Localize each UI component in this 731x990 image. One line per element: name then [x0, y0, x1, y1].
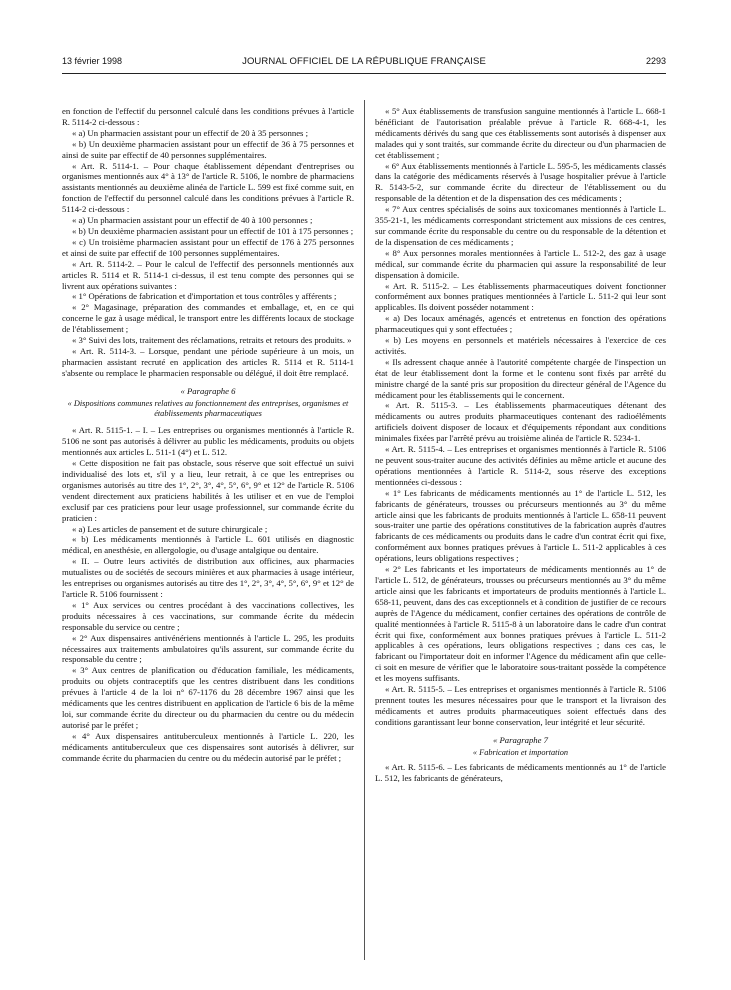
journal-title: JOURNAL OFFICIEL DE LA RÉPUBLIQUE FRANÇAISE [242, 56, 486, 67]
left-column [62, 106, 354, 763]
paragraph: « 2° Les fabricants et les importateurs de médicaments mentionnés au 1° de l'article L. 512, de générateurs, trousses ou précurseurs mentionnés au 3° du même article ainsi que les fabricants et importateurs de produits mentionnés à l'article L. 658-11, peuvent, dans des cas exceptionnels et à condition de justifier de ce recours auprès de l'Agence du médicament, confier certaines des opérations de contrôle de qualité mentionnées à l'article R. 5115-8 à un laboratoire dans le cadre d'un contrat écrit qui fixe, conformément aux bonnes pratiques prévues à l'article L. 511-2 applicables à ces opérations, leurs obligations respectives ; dans ces cas, le fabricant ou l'importateur doit en informer l'Agence du médicament afin que celle-ci soit en mesure de vérifier que le laboratoire sous-traitant possède la compétence et les moyens suffisants. [375, 564, 666, 684]
article-paragraph: « Art. R. 5115-1. – I. – Les entreprises ou organismes mentionnés à l'article R. 5106 ne sont pas autorisés à délivrer au public les médicaments, produits ou objets mentionnés aux articles L. 511-1 (4°) et L. 512. [62, 425, 354, 458]
column-divider [364, 100, 365, 960]
page-header [62, 56, 666, 70]
article-paragraph: « Art. R. 5114-2. – Pour le calcul de l'effectif des personnels mentionnés aux articles R. 5114 et R. 5114-1 ci-dessus, il est tenu compte des personnes qui se livrent aux opérations suivantes : [62, 258, 354, 291]
article-paragraph: « Art. R. 5115-5. – Les entreprises et organismes mentionnés à l'article R. 5106 prennent toutes les mesures nécessaires pour que le transport et la livraison des médicaments et autres produits pharmaceutiques soient effectués dans des conditions garantissant leur bonne conservation, leur intégrité et leur sécurité. [375, 684, 666, 727]
paragraph: « 8° Aux personnes morales mentionnées à l'article L. 512-2, des gaz à usage médical, sur commande écrite du pharmacien qui assure la responsabilité de leur dispensation à domicile. [375, 247, 666, 280]
header-date: 13 février 1998 [62, 56, 123, 66]
paragraph: « 3° Suivi des lots, traitement des réclamations, retraits et retours des produits. » [72, 335, 352, 346]
section-subheading: « Fabrication et importation [472, 747, 569, 757]
paragraph: « c) Un troisième pharmacien assistant pour un effectif de 176 à 275 personnes et ainsi de suite par effectif de 100 personnes supplémentaires. [62, 236, 354, 258]
section-heading: « Paragraphe 6 [180, 385, 236, 396]
paragraph: « 2° Magasinage, préparation des commandes et emballage, et, en ce qui concerne le gaz à usage médical, le transport entre les différents locaux de stockage de l'établissement ; [62, 302, 354, 335]
article-paragraph: « Art. R. 5115-6. – Les fabricants de médicaments mentionnés au 1° de l'article L. 512, les fabricants de générateurs, [375, 762, 666, 784]
paragraph: « a) Un pharmacien assistant pour un effectif de 20 à 35 personnes ; [72, 127, 309, 138]
section-subheading: « Dispositions communes relatives au fonctionnement des entreprises, organismes et établissements pharmaceutiques [67, 398, 349, 419]
paragraph: « II. – Outre leurs activités de distribution aux officines, aux pharmacies mutualistes ou de sociétés de secours minières et aux pharmacies à usage intérieur, les entreprises ou organismes autorisés au titre des 1°, 2°, 3°, 4°, 5°, 6°, 9° et 12° de l'article R. 5106 fournissent : [62, 556, 354, 599]
paragraph: « 1° Les fabricants de médicaments mentionnés au 1° de l'article L. 512, les fabricants de générateurs, trousses ou précurseurs mentionnés au 3° du même article ainsi que les fabricants de produits mentionnés à l'article L. 658-11 peuvent sous-traiter une partie des opérations constitutives de la fabrication auprès d'autres fabricants de ces médicaments ou produits dans le cadre d'un contrat écrit qui fixe, conformément aux bonnes pratiques prévues à l'article L. 511-2 applicables à ces opérations, leurs obligations respectives ; [375, 487, 666, 564]
paragraph: « 2° Aux dispensaires antivénériens mentionnés à l'article L. 295, les produits nécessaires aux traitements ambulatoires qu'ils assurent, sur commande écrite du responsable du centre ; [62, 632, 354, 665]
paragraph: « 5° Aux établissements de transfusion sanguine mentionnés à l'article L. 668-1 bénéficiant de l'autorisation préalable prévue à l'article R. 668-4-1, les médicaments dérivés du sang que ces établissements sont autorisés à dispenser aux malades qui y sont traités, sur commande écrite du directeur ou d'un pharmacien de cet établissement ; [375, 106, 666, 160]
paragraph: « 7° Aux centres spécialisés de soins aux toxicomanes mentionnés à l'article L. 355-21-1, les médicaments correspondant strictement aux missions de ces centres, sur commande écrite du responsable du centre ou du responsable de la détention et de la dispensation de ces médicaments ; [375, 204, 666, 247]
paragraph: « a) Des locaux aménagés, agencés et entretenus en fonction des opérations pharmaceutiques qui y sont effectuées ; [375, 313, 666, 335]
paragraph: « a) Un pharmacien assistant pour un effectif de 40 à 100 personnes ; [72, 215, 313, 226]
paragraph: « b) Un deuxième pharmacien assistant pour un effectif de 101 à 175 personnes ; [72, 225, 354, 236]
paragraph: « 4° Aux dispensaires antituberculeux mentionnés à l'article L. 220, les médicaments antituberculeux que ces dispensaires sont autorisés à délivrer, sur commande écrite du pharmacien du centre ou du médecin autorisé par le préfet ; [62, 730, 354, 763]
article-paragraph: « Art. R. 5114-3. – Lorsque, pendant une période supérieure à un mois, un pharmacien assistant recruté en application des articles R. 5114 et R. 5114-1 s'absente ou remplace le pharmacien responsable ou délégué, il doit être remplacé. [62, 345, 354, 378]
right-column [375, 106, 666, 784]
paragraph: « Ils adressent chaque année à l'autorité compétente chargée de l'inspection un état de leur établissement dont la forme et le contenu sont fixés par arrêté du ministre chargé de la santé pris sur proposition du directeur général de l'Agence du médicament pour les établissements qui le concernent. [375, 356, 666, 400]
paragraph: « Cette disposition ne fait pas obstacle, sous réserve que soit effectué un suivi individualisé des lots et, s'il y a lieu, leur retrait, à ce que les entreprises ou organismes autorisés au titre des 1°, 2°, 3°, 4°, 5°, 6°, 9° et 12° de l'article R. 5106 vendent directement aux praticiens habilités à les utiliser et en vue de l'emploi exclusif par ces praticiens pour leur usage professionnel, sur commande écrite du praticien : [62, 458, 354, 523]
paragraph: « b) Les médicaments mentionnés à l'article L. 601 utilisés en diagnostic médical, en anesthésie, en allergologie, ou d'usage antalgique ou dentaire. [62, 534, 354, 556]
paragraph: « a) Les articles de pansement et de suture chirurgicale ; [72, 523, 268, 534]
paragraph: « 3° Aux centres de planification ou d'éducation familiale, les médicaments, produits ou objets contraceptifs que les centres distribuent dans les conditions prévues à l'article 4 de la loi n° 67-1176 du 28 décembre 1967 ainsi que les médicaments que les centres distribuent en application de l'article 6 bis de la même loi, sur commande écrite du directeur ou du pharmacien du centre ou du médecin autorisé par le préfet ; [62, 665, 354, 730]
paragraph: « b) Un deuxième pharmacien assistant pour un effectif de 36 à 75 personnes et ainsi de suite par effectif de 40 personnes supplémentaires. [62, 138, 354, 160]
article-paragraph: « Art. R. 5115-4. – Les entreprises et organismes mentionnés à l'article R. 5106 ne peuvent sous-traiter aucune des activités définies au même article et aucune des opérations mentionnées à l'article R. 5114-2, sous réserve des exceptions mentionnées ci-dessous : [375, 444, 666, 487]
paragraph: « 6° Aux établissements mentionnés à l'article L. 595-5, les médicaments classés dans la catégorie des médicaments réservés à l'usage hospitalier prévue à l'article R. 5143-5-2, sur commande écrite du directeur de l'établissement ou du responsable de la détention et de la dispensation des ces médicaments ; [375, 160, 666, 204]
page-number: 2293 [645, 56, 666, 66]
header-rule [62, 73, 666, 74]
section-heading: « Paragraphe 7 [492, 734, 549, 745]
paragraph: en fonction de l'effectif du personnel calculé dans les conditions prévues à l'article R. 5114-2 ci-dessous : [62, 106, 354, 127]
article-paragraph: « Art. R. 5115-3. – Les établissements pharmaceutiques détenant des médicaments ou autres produits pharmaceutiques contenant des radioéléments artificiels doivent disposer de locaux et d'équipements répondant aux conditions minimales fixées par l'arrêté prévu au troisième alinéa de l'article R. 5234-1. [375, 400, 666, 444]
article-paragraph: « Art. R. 5115-2. – Les établissements pharmaceutiques doivent fonctionner conformément aux bonnes pratiques mentionnées à l'article L. 511-2 qui leur sont applicables. Ils doivent posséder notamment : [375, 280, 666, 313]
paragraph: « b) Les moyens en personnels et matériels nécessaires à l'exercice de ces activités. [375, 335, 666, 356]
paragraph: « 1° Opérations de fabrication et d'importation et tous contrôles y afférents ; [72, 291, 337, 302]
article-paragraph: « Art. R. 5114-1. – Pour chaque établissement dépendant d'entreprises ou organismes mentionnés aux 4° à 13° de l'article R. 5106, le nombre de pharmaciens assistants mentionnés au deuxième alinéa de l'article L. 599 est fixé comme suit, en fonction de l'effectif du personnel calculé dans les conditions prévues à l'article R. 5114-2 ci-dessous : [62, 160, 354, 215]
paragraph: « 1° Aux services ou centres procédant à des vaccinations collectives, les produits nécessaires à ces vaccinations, sur commande écrite du médecin responsable du service ou centre ; [62, 599, 354, 632]
